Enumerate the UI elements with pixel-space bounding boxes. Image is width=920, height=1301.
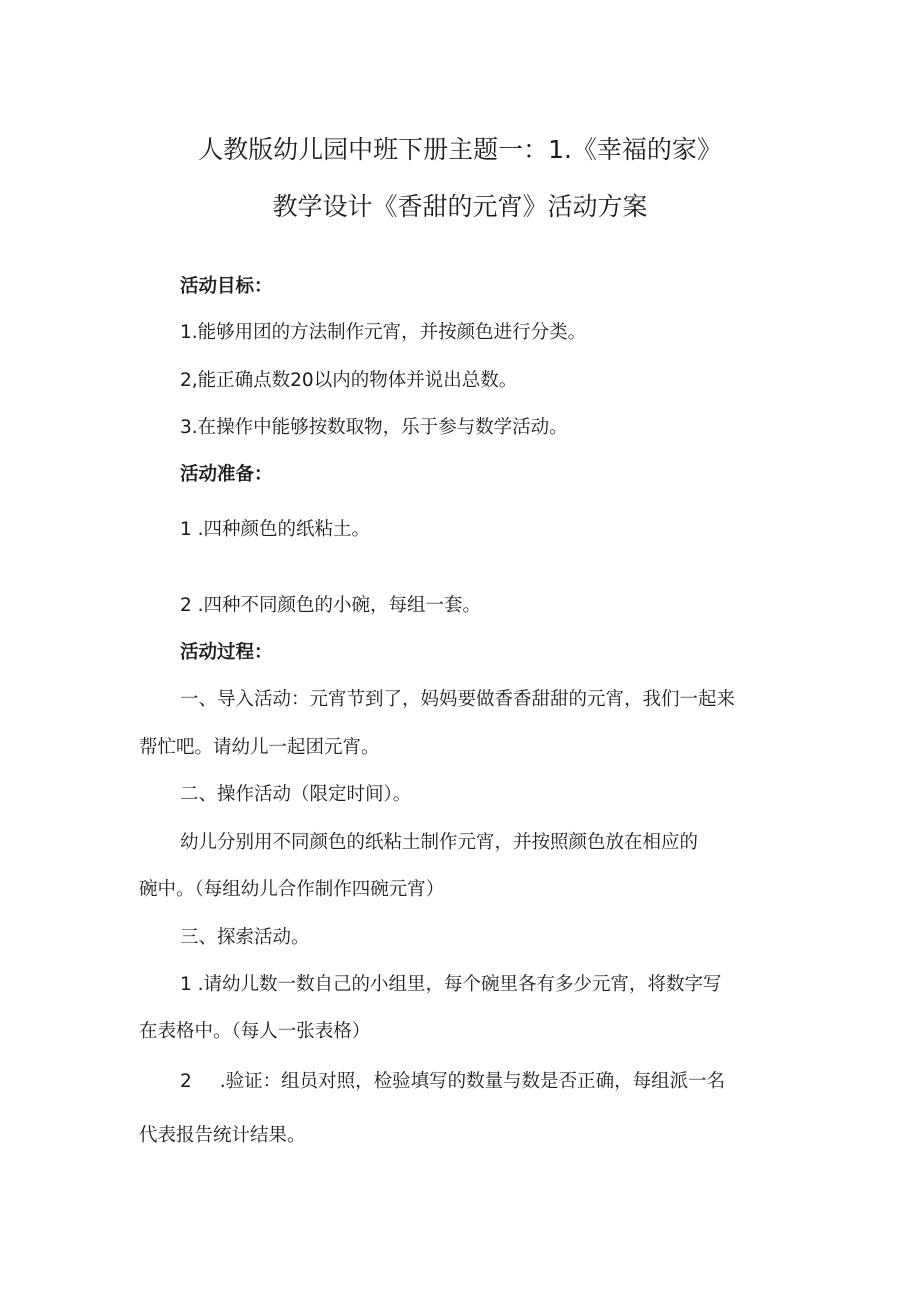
process-step1-line1: 一、导入活动：元宵节到了，妈妈要做香香甜甜的元宵，我们一起来 [180,689,736,710]
process-step3-item2-number: 2 [180,1071,192,1092]
process-step2-desc-line2: 碗中。（每组幼儿合作制作四碗元宵） [139,879,445,900]
prep-item: 1 .四种颜色的纸粘土。 [180,519,371,540]
process-step1-line2: 帮忙吧。请幼儿一起团元宵。 [139,737,380,758]
prep-heading: 活动准备： [180,464,273,485]
goal-item: 1.能够用团的方法制作元宵，并按颜色进行分类。 [180,322,587,343]
process-step3-item1-line2: 在表格中。（每人一张表格） [139,1021,371,1042]
goal-item: 2,能正确点数20以内的物体并说出总数。 [180,370,518,391]
process-step2-desc-line1: 幼儿分别用不同颜色的纸粘土制作元宵，并按照颜色放在相应的 [180,832,699,853]
title-line-1: 人教版幼儿园中班下册主题一：1.《幸福的家》 [198,135,722,164]
prep-item: 2 .四种不同颜色的小碗，每组一套。 [180,595,482,616]
title-line-2: 教学设计《香甜的元宵》活动方案 [272,192,648,221]
process-step3-item1-line1: 1 .请幼儿数一数自己的小组里，每个碗里各有多少元宵，将数字写 [180,974,722,995]
process-step3-item2-text: .验证：组员对照，检验填写的数量与数是否正确，每组派一名 [219,1071,726,1092]
process-step3-item2-line1 [180,1070,725,1094]
process-step3-item2-line2: 代表报告统计结果。 [139,1125,306,1146]
process-step2: 二、操作活动（限定时间）。 [180,784,412,805]
process-heading: 活动过程： [180,642,273,663]
process-step3: 三、探索活动。 [180,927,310,948]
goals-heading: 活动目标： [180,276,273,297]
goal-item: 3.在操作中能够按数取物，乐于参与数学活动。 [180,417,568,438]
